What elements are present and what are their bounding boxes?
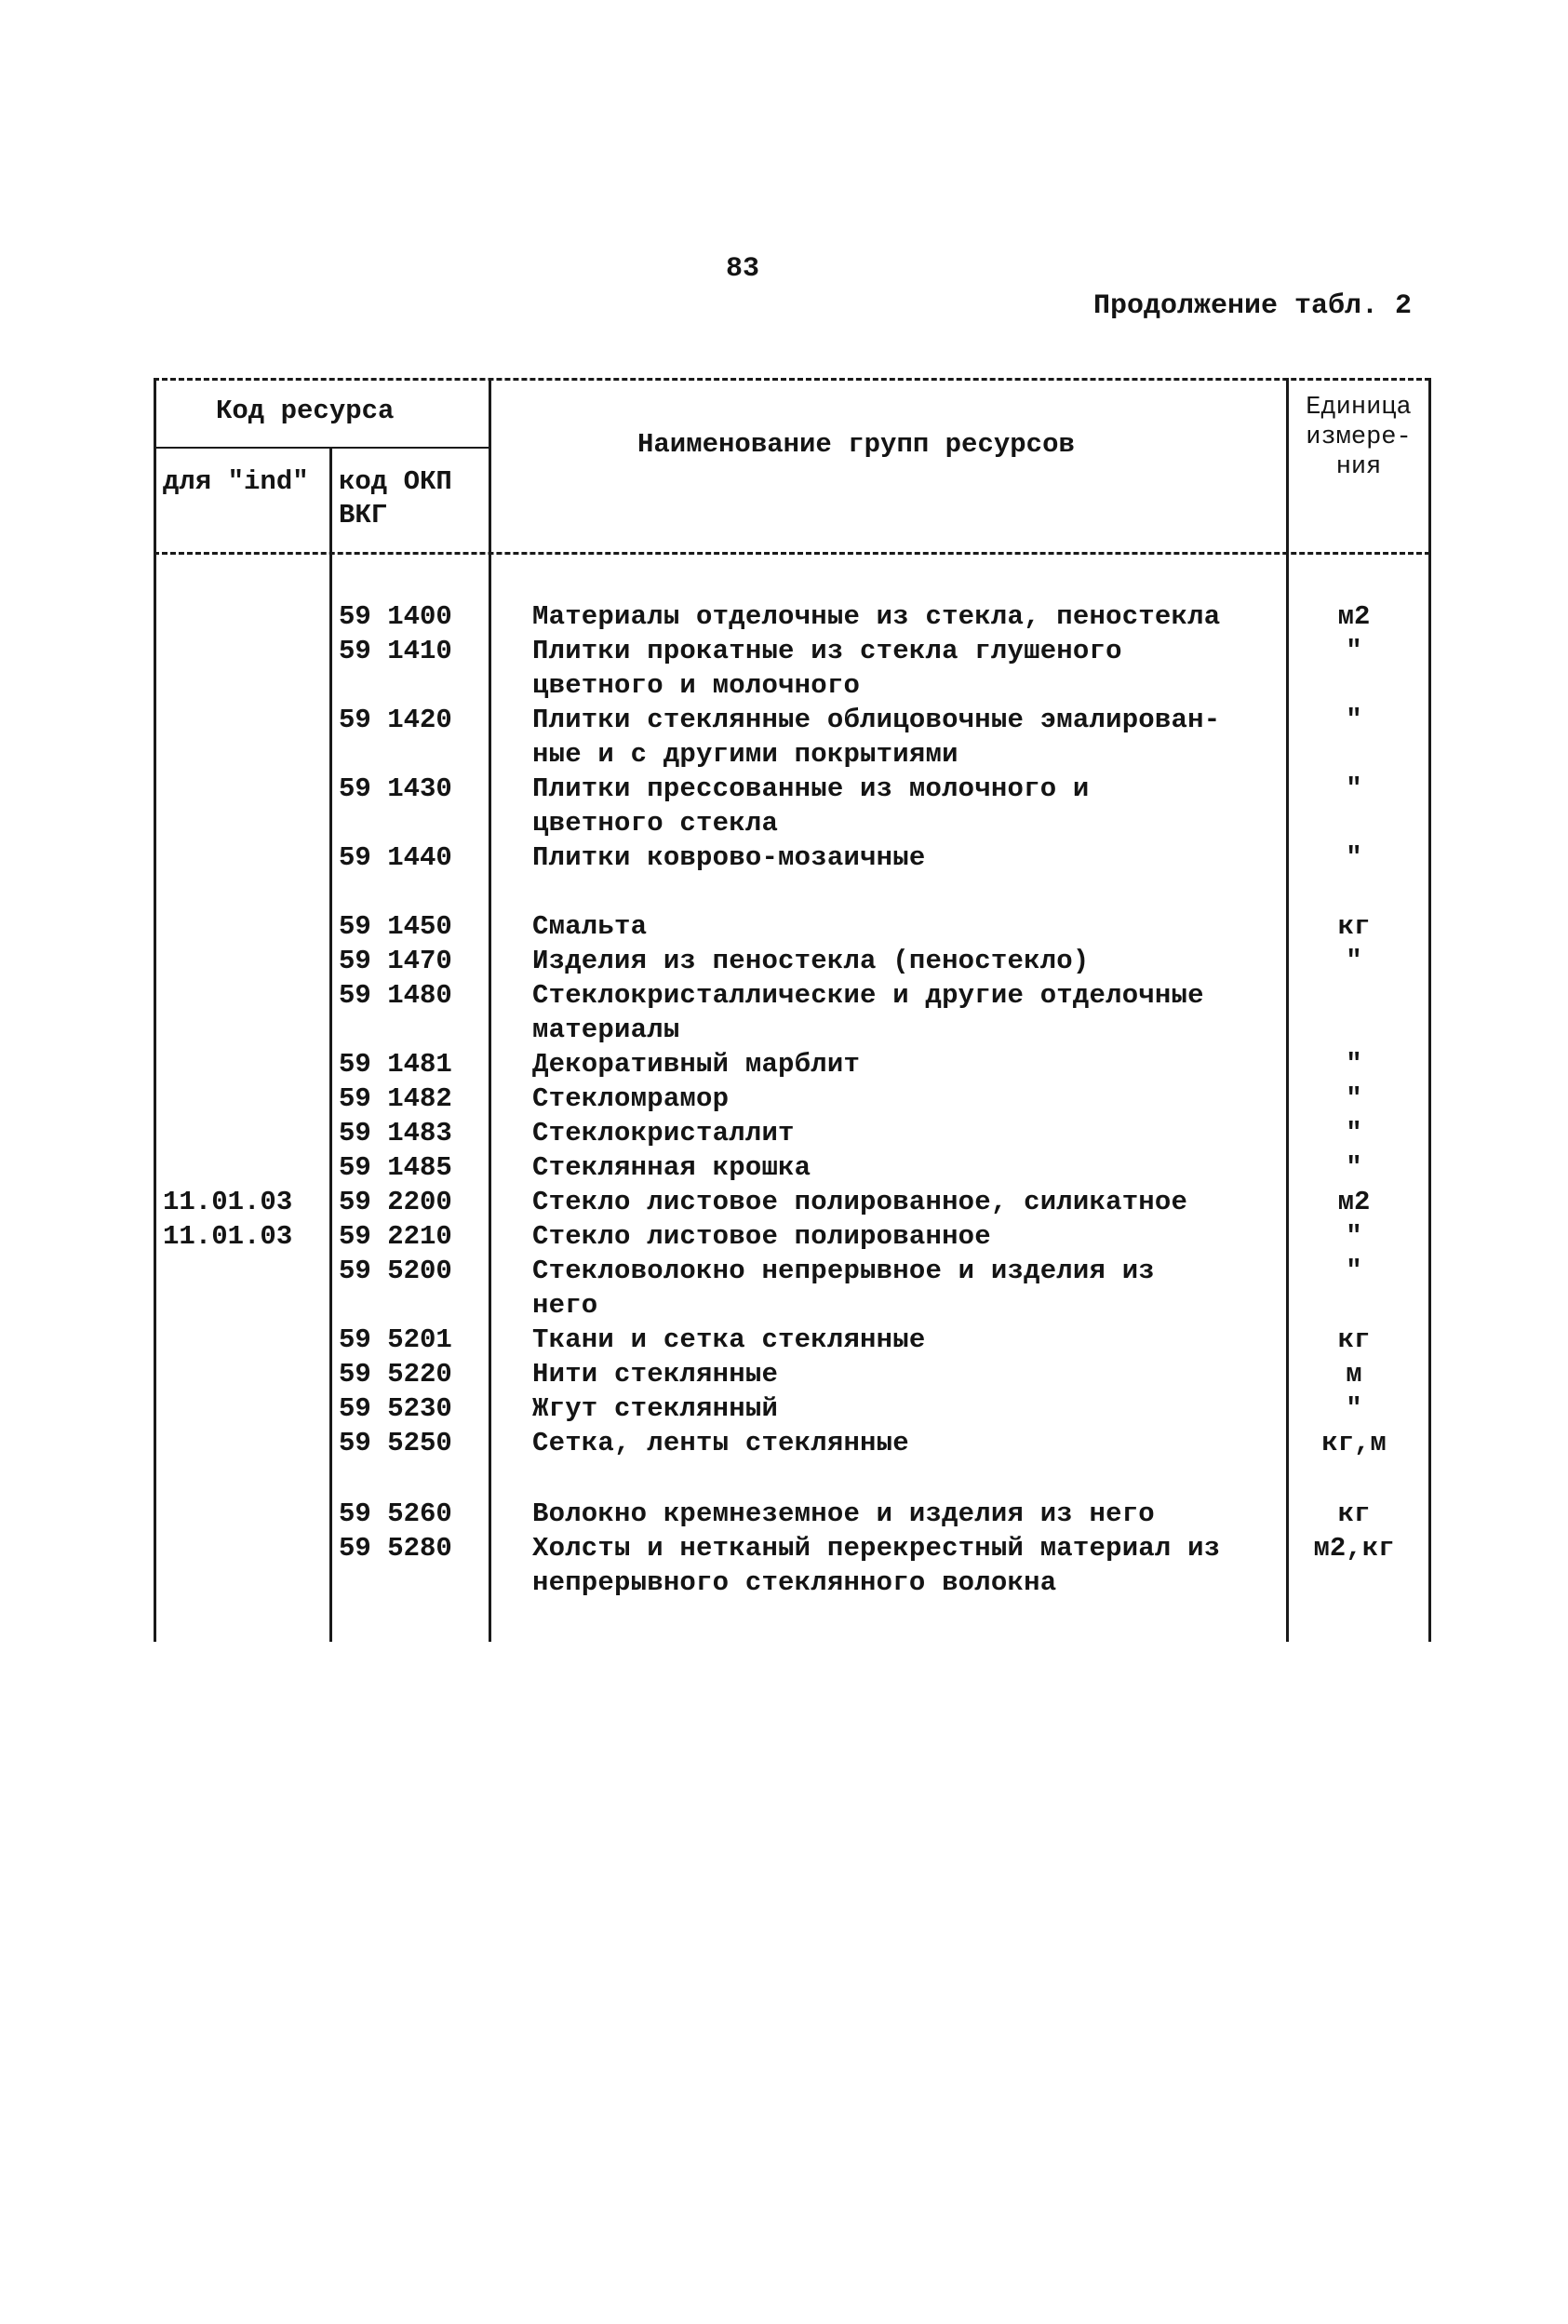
header-okp-line1: код ОКП <box>339 466 452 497</box>
row-okp-code: 59 1481 <box>339 1049 452 1080</box>
row-okp-code: 59 1430 <box>339 773 452 804</box>
row-name-line: материалы <box>532 1014 680 1045</box>
row-name-line: Смальта <box>532 911 648 942</box>
row-name-line: Ткани и сетка стеклянные <box>532 1324 926 1355</box>
row-name-line: Сетка, ленты стеклянные <box>532 1428 909 1458</box>
row-name <box>532 1219 1277 1254</box>
row-name <box>532 1497 1277 1531</box>
row-okp-code: 59 1482 <box>339 1083 452 1114</box>
row-name-line: цветного стекла <box>532 808 779 839</box>
row-okp-code: 59 1440 <box>339 842 452 873</box>
row-okp-code: 59 1400 <box>339 601 452 632</box>
row-name-line: Стекло листовое полированное, силикатное <box>532 1187 1188 1217</box>
row-name-line: Стекломрамор <box>532 1083 730 1114</box>
row-name <box>532 703 1277 772</box>
row-okp-code: 59 5200 <box>339 1256 452 1286</box>
row-name-line: Декоративный марблит <box>532 1049 861 1080</box>
row-name-line: Стеклокристаллические и другие отделочные <box>532 980 1204 1011</box>
row-name <box>532 599 1277 634</box>
table-top-border <box>154 378 1430 381</box>
row-name <box>532 909 1277 944</box>
row-unit: " <box>1346 1393 1362 1424</box>
row-okp-code: 59 5260 <box>339 1498 452 1529</box>
row-unit: " <box>1346 1118 1362 1149</box>
row-name-line: Плитки прессованные из молочного и <box>532 773 1090 804</box>
row-name <box>532 1116 1277 1150</box>
header-okp-line2: ВКГ <box>339 500 388 531</box>
row-unit: " <box>1346 1049 1362 1080</box>
row-name <box>532 1531 1277 1600</box>
header-okp-column <box>339 465 452 532</box>
row-okp-code: 59 1450 <box>339 911 452 942</box>
row-name-line: Материалы отделочные из стекла, пеностекла <box>532 601 1221 632</box>
row-name-line: ные и с другими покрытиями <box>532 739 958 770</box>
row-okp-code: 59 2210 <box>339 1221 452 1252</box>
row-unit: " <box>1346 1256 1362 1286</box>
row-unit: " <box>1346 842 1362 873</box>
table-right-border <box>1428 378 1431 1642</box>
row-unit: " <box>1346 705 1362 735</box>
row-unit: кг <box>1337 1498 1371 1529</box>
row-unit: " <box>1346 1221 1362 1252</box>
row-name-line: Холсты и нетканый перекрестный материал из <box>532 1533 1221 1564</box>
row-unit: кг <box>1337 1324 1371 1355</box>
row-okp-code: 59 5201 <box>339 1324 452 1355</box>
row-name <box>532 1150 1277 1185</box>
row-okp-code: 59 1485 <box>339 1152 452 1183</box>
row-okp-code: 59 1420 <box>339 705 452 735</box>
row-name-line: Стекловолокно непрерывное и изделия из <box>532 1256 1155 1286</box>
header-ind-column: для "ind" <box>163 466 309 497</box>
table-left-border <box>154 378 156 1642</box>
column-divider-ind-okp <box>329 447 332 1642</box>
row-okp-code: 59 1483 <box>339 1118 452 1149</box>
row-name <box>532 1254 1277 1323</box>
row-okp-code: 59 5280 <box>339 1533 452 1564</box>
row-name-line: Жгут стеклянный <box>532 1393 779 1424</box>
row-name <box>532 1185 1277 1219</box>
row-unit: кг <box>1337 911 1371 942</box>
row-name-line: цветного и молочного <box>532 670 861 701</box>
header-bottom-border <box>154 552 1430 555</box>
column-divider-okp-name <box>489 378 491 1642</box>
row-unit: " <box>1346 1083 1362 1114</box>
row-unit: " <box>1346 1152 1362 1183</box>
row-unit: " <box>1346 773 1362 804</box>
row-ind-code: 11.01.03 <box>163 1187 293 1217</box>
row-name <box>532 634 1277 703</box>
row-okp-code: 59 1410 <box>339 636 452 666</box>
row-name-line: Изделия из пеностекла (пеностекло) <box>532 946 1090 976</box>
row-name-line: Плитки стеклянные облицовочные эмалирован- <box>532 705 1221 735</box>
row-name <box>532 978 1277 1047</box>
row-name-line: Стекло листовое полированное <box>532 1221 991 1252</box>
row-unit: м2 <box>1337 1187 1371 1217</box>
row-unit: кг,м <box>1321 1428 1387 1458</box>
header-unit-line2: измере- <box>1306 423 1412 451</box>
row-name <box>532 1357 1277 1391</box>
row-name-line: Плитки коврово-мозаичные <box>532 842 926 873</box>
row-name <box>532 944 1277 978</box>
row-name-line: него <box>532 1290 598 1321</box>
row-ind-code: 11.01.03 <box>163 1221 293 1252</box>
row-okp-code: 59 5250 <box>339 1428 452 1458</box>
row-okp-code: 59 5230 <box>339 1393 452 1424</box>
row-name-line: Волокно кремнеземное и изделия из него <box>532 1498 1155 1529</box>
row-name-line: Стеклокристаллит <box>532 1118 795 1149</box>
row-unit: м <box>1346 1359 1362 1390</box>
row-okp-code: 59 1480 <box>339 980 452 1011</box>
row-okp-code: 59 5220 <box>339 1359 452 1390</box>
row-okp-code: 59 2200 <box>339 1187 452 1217</box>
row-okp-code: 59 1470 <box>339 946 452 976</box>
row-name <box>532 1426 1277 1460</box>
row-name-line: Стеклянная крошка <box>532 1152 811 1183</box>
header-unit-column <box>1292 393 1426 482</box>
header-subdivider <box>154 447 489 449</box>
row-name <box>532 840 1277 875</box>
row-name <box>532 1081 1277 1116</box>
row-name-line: непрерывного стеклянного волокна <box>532 1567 1057 1598</box>
header-unit-line3: ния <box>1335 453 1382 481</box>
table-continuation-label: Продолжение табл. 2 <box>1093 290 1413 322</box>
row-name <box>532 1047 1277 1081</box>
row-unit: " <box>1346 636 1362 666</box>
row-name <box>532 1391 1277 1426</box>
row-name <box>532 1323 1277 1357</box>
row-name-line: Нити стеклянные <box>532 1359 779 1390</box>
header-resource-code: Код ресурса <box>216 396 395 426</box>
row-unit: " <box>1346 946 1362 976</box>
header-name-column: Наименование групп ресурсов <box>637 429 1075 460</box>
page-number: 83 <box>726 253 760 285</box>
row-name-line: Плитки прокатные из стекла глушеного <box>532 636 1122 666</box>
row-unit: м2 <box>1337 601 1371 632</box>
row-name <box>532 772 1277 840</box>
row-unit: м2,кг <box>1313 1533 1395 1564</box>
header-unit-line1: Единица <box>1306 394 1412 422</box>
